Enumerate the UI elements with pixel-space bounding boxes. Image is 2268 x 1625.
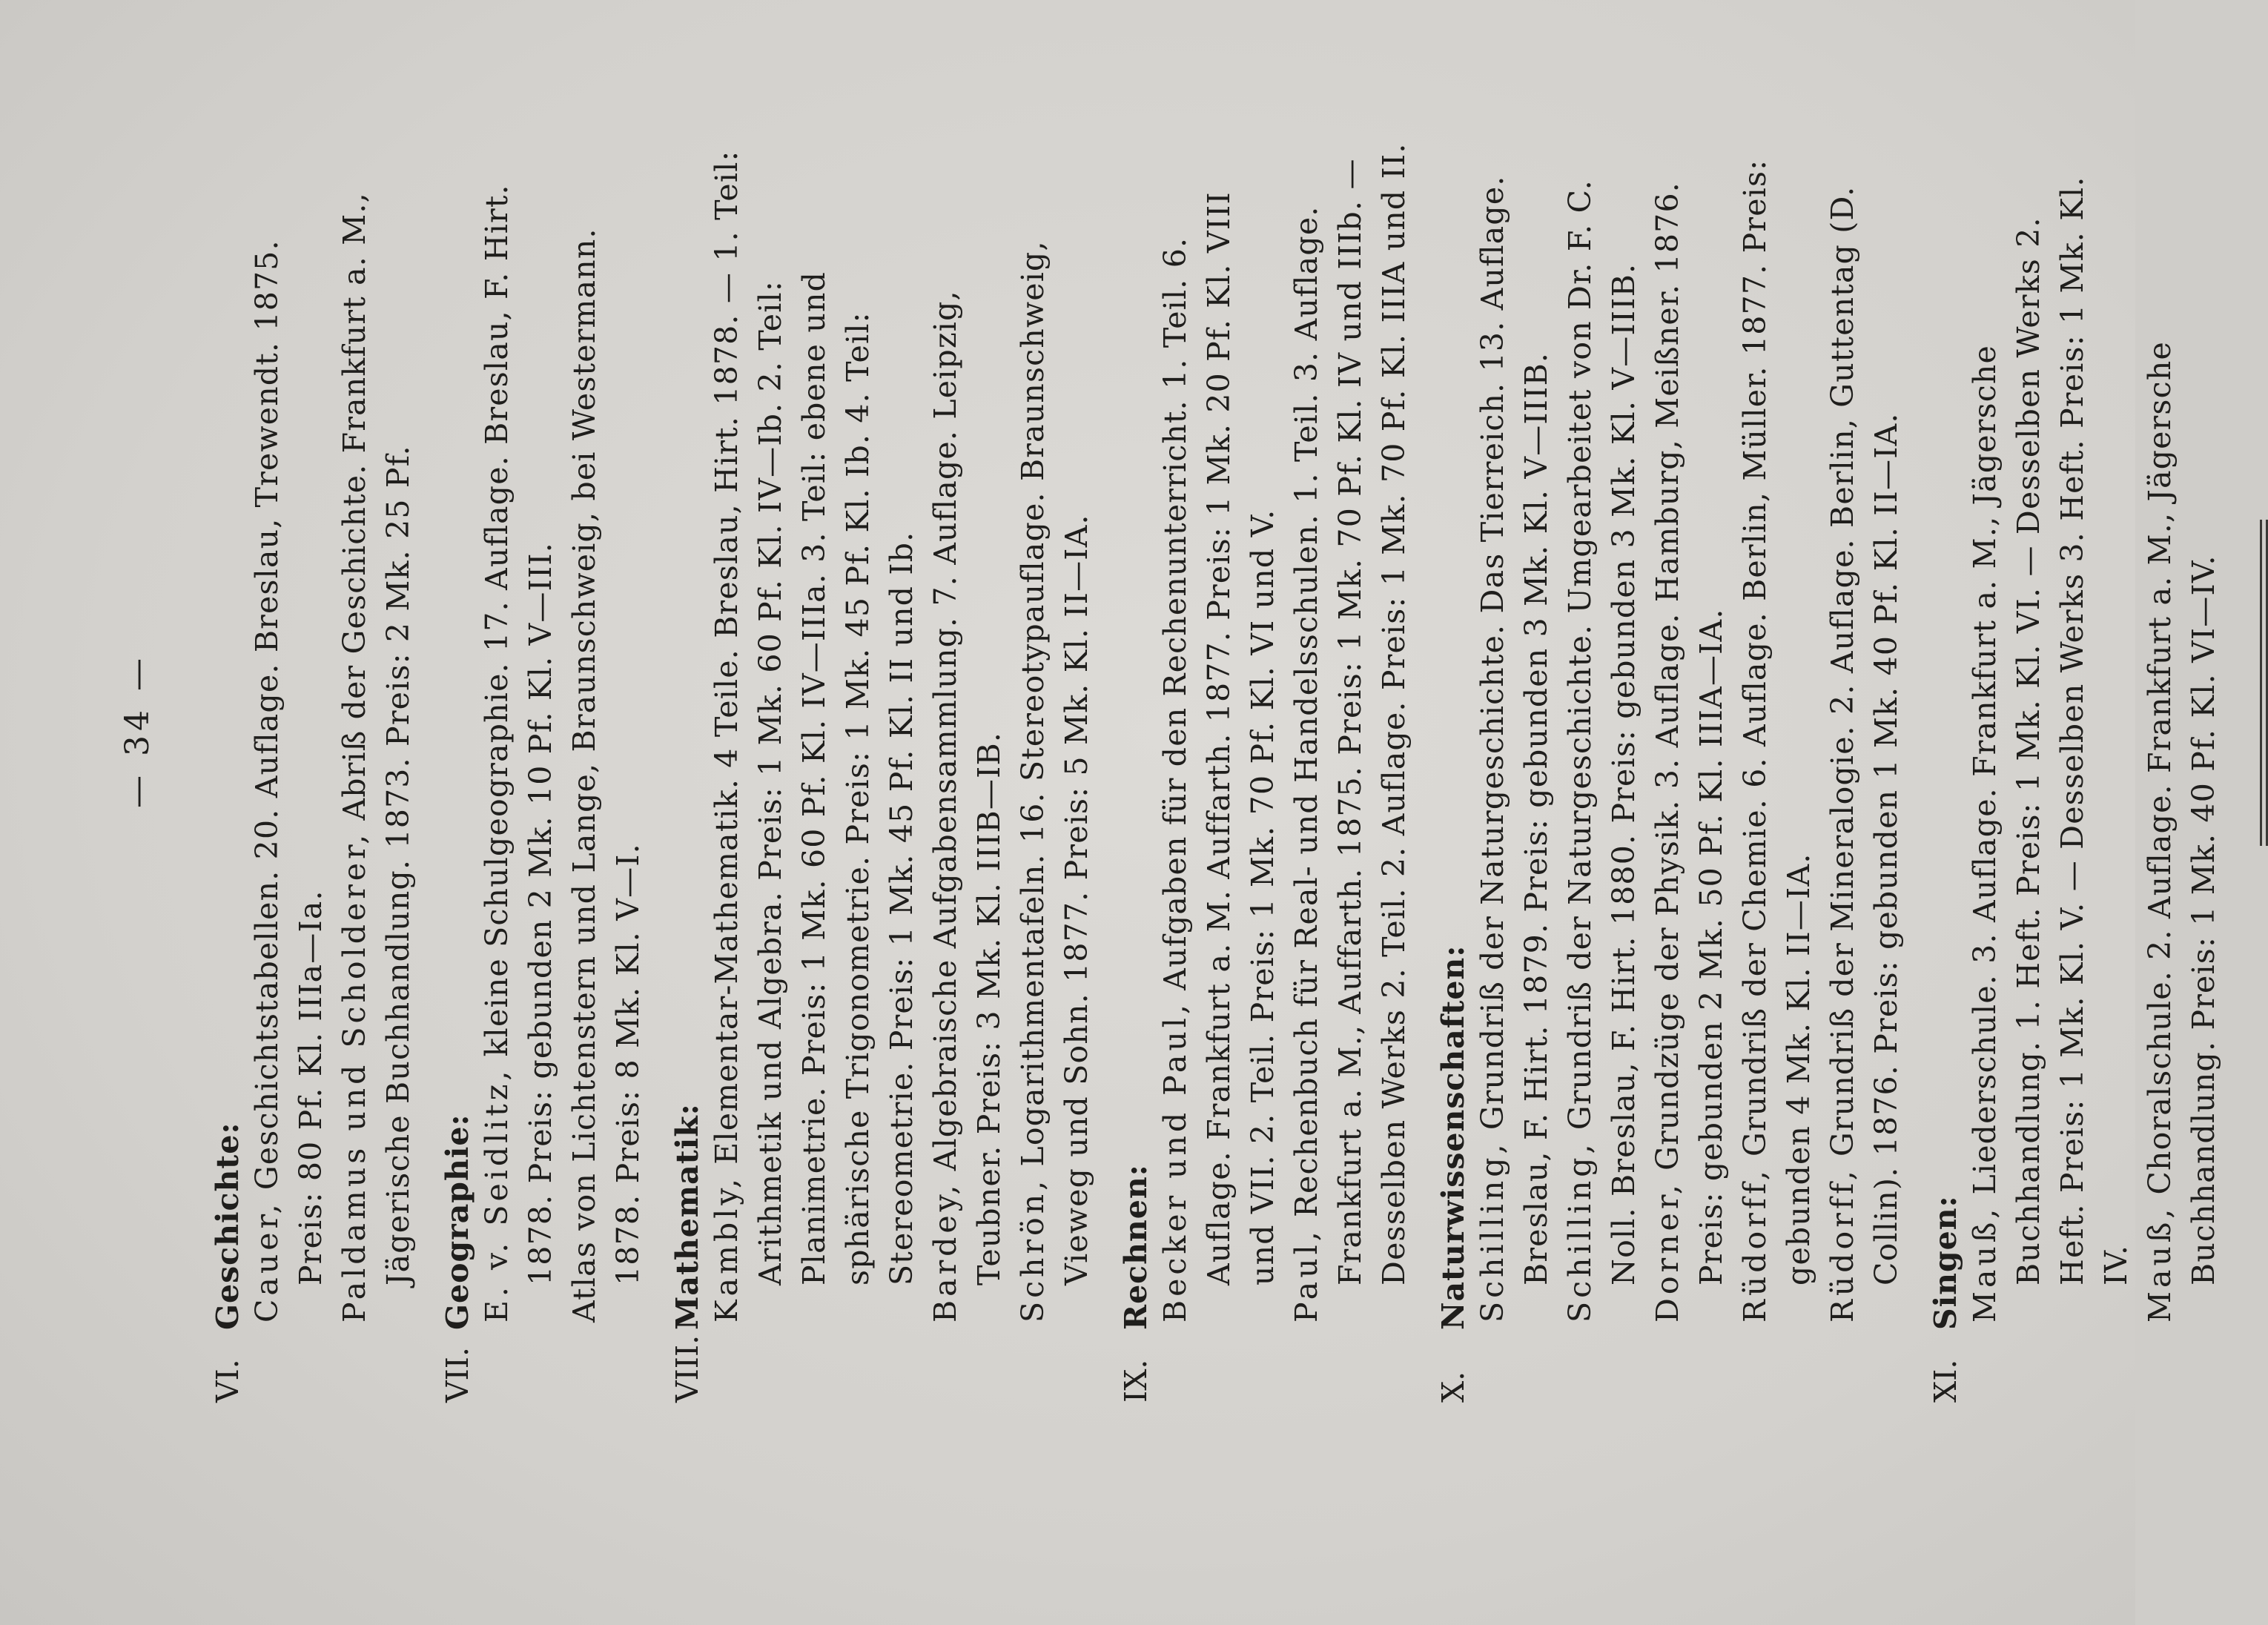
author-name: Mauß,	[1967, 1205, 2003, 1323]
section-number: IX.	[1118, 1359, 1154, 1403]
entry-details: Choralschule. 2. Auflage. Frankfurt a. M., Jägersche Buchhandlung. Preis: 1 Mk. 40 Pf. Kl. VI—IV.	[2142, 341, 2221, 1285]
section-title: Naturwissenschaften:	[1435, 944, 1471, 1330]
section-heading	[1118, 141, 1154, 1403]
section-heading	[1435, 141, 1471, 1403]
author-name: Cauer,	[249, 1200, 285, 1323]
entry-details: Rechenbuch für Real- und Handelsschulen. 1. Teil. 3. Auflage. Frankfurt a. M., Auffarth. 1875. Preis: 1 Mk. 70 Pf. Kl. IV und IIIb. — Desselben Werks 2. Teil. 2. Auflage. Preis: 1 Mk. 70 Pf. Kl. IIIA und II.	[1289, 142, 1412, 1285]
entry-details: Grundriß der Mineralogie. 2. Auflage. Berlin, Guttentag (D. Collin). 1876. Preis: gebunden 1 Mk. 40 Pf. Kl. II—IA.	[1825, 185, 1904, 1285]
book-entry	[563, 141, 650, 1323]
section-title: Singen:	[1928, 1195, 1963, 1330]
author-name: Schilling,	[1562, 1140, 1598, 1323]
section-title: Mathematik:	[670, 1103, 705, 1330]
entry-details: Grundriß der Naturgeschichte. Umgearbeitet von Dr. F. C. Noll. Breslau, F. Hirt. 1880. Preis: gebunden 3 Mk. Kl. V—IIIB.	[1562, 179, 1642, 1285]
section-number: VI.	[210, 1359, 245, 1403]
section-title: Geographie:	[440, 1113, 475, 1330]
book-entry	[924, 141, 1011, 1323]
entry-details: Grundriß der Naturgeschichte. Das Tierreich. 13. Auflage. Breslau, F. Hirt. 1879. Preis: gebunden 3 Mk. Kl. V—IIIB.	[1475, 175, 1554, 1285]
entry-details: Atlas von Lichtenstern und Lange, Braunschweig, bei Westermann. 1878. Preis: 8 Mk. Kl. V—I.	[566, 228, 646, 1323]
book-entry	[333, 141, 420, 1323]
section	[210, 141, 420, 1403]
section-number: VIII.	[670, 1334, 705, 1403]
section-number: VII.	[440, 1346, 475, 1403]
section-heading	[440, 141, 475, 1403]
book-entry	[1471, 141, 1558, 1323]
entry-details: Grundriß der Chemie. 6. Auflage. Berlin, Müller. 1877. Preis: gebunden 4 Mk. Kl. II—IA.	[1737, 159, 1816, 1285]
section	[1928, 141, 2226, 1403]
entry-details: Abriß der Geschichte. Frankfurt a. M., Jägerische Buchhandlung. 1873. Preis: 2 Mk. 25 Pf.	[337, 192, 416, 1285]
entry-details: Elementar-Mathematik. 4 Teile. Breslau, Hirt. 1878. — 1. Teil: Arithmetik und Algebra. Preis: 1 Mk. 60 Pf. Kl. IV—Ib. 2. Teil: Planimetrie. Preis: 1 Mk. 60 Pf. Kl. IV—IIIa. 3. Teil: ebene und sphärische Trigonometrie. Preis: 1 Mk. 45 Pf. Kl. Ib. 4. Teil: Stereometrie. Preis: 1 Mk. 45 Pf. Kl. II und Ib.	[709, 150, 919, 1285]
section	[1435, 141, 1908, 1403]
entry-details: Grundzüge der Physik. 3. Auflage. Hamburg, Meißner. 1876. Preis: gebunden 2 Mk. 50 Pf. Kl. IIIA—IA.	[1650, 182, 1729, 1285]
author-name: Schilling,	[1475, 1140, 1510, 1323]
entry-details: kleine Schulgeographie. 17. Auflage. Breslau, F. Hirt. 1878. Preis: gebunden 2 Mk. 10 Pf. Kl. V—III.	[479, 184, 558, 1285]
section-heading	[1928, 141, 1963, 1403]
author-name: E. v. Seidlitz,	[479, 1067, 515, 1323]
entry-details: Geschichtstabellen. 20. Auflage. Breslau, Trewendt. 1875. Preis: 80 Pf. Kl. IIIa—Ia.	[249, 239, 328, 1285]
book-entry	[245, 141, 333, 1323]
entry-details: Logarithmentafeln. 16. Stereotypauflage. Braunschweig, Vieweg und Sohn. 1877. Preis: 5 Mk. Kl. II—IA.	[1015, 240, 1094, 1285]
section-heading	[670, 141, 705, 1403]
author-name: Kambly,	[709, 1174, 744, 1323]
book-entry	[705, 141, 924, 1323]
author-name: Becker und Paul,	[1157, 1001, 1193, 1323]
book-entry	[475, 141, 563, 1323]
closing-double-rule	[2260, 520, 2268, 846]
author-name: Rüdorff,	[1737, 1167, 1773, 1323]
book-entry	[1011, 141, 1099, 1323]
author-name: Schrön,	[1015, 1176, 1051, 1323]
page-number: — 34 —	[119, 654, 156, 808]
book-entry	[1646, 141, 1733, 1323]
author-name: Dorner,	[1650, 1181, 1685, 1323]
book-entry	[1963, 141, 2138, 1323]
book-entry	[2138, 141, 2226, 1323]
entry-details: Aufgaben für den Rechenunterricht. 1. Teil. 6. Auflage. Frankfurt a. M. Auffarth. 1877. Preis: 1 Mk. 20 Pf. Kl. VIII und VII. 2. Teil. Preis: 1 Mk. 70 Pf. Kl. VI und V.	[1157, 191, 1280, 1285]
entry-details: Algebraische Aufgabensammlung. 7. Auflage. Leipzig, Teubner. Preis: 3 Mk. Kl. IIIB—IB.	[928, 290, 1007, 1285]
book-entry	[1558, 141, 1646, 1323]
book-entry	[1285, 141, 1416, 1323]
book-entry	[1821, 141, 1908, 1323]
book-list	[210, 141, 2226, 1403]
section-title: Geschichte:	[210, 1122, 245, 1330]
section-heading	[210, 141, 245, 1403]
section	[440, 141, 650, 1403]
section-title: Rechnen:	[1118, 1164, 1154, 1330]
section-number: X.	[1435, 1371, 1471, 1403]
section	[670, 141, 1099, 1403]
book-entry	[1733, 141, 1821, 1323]
author-name: Bardey,	[928, 1181, 963, 1323]
author-name: Mauß,	[2142, 1205, 2178, 1323]
section-number: XI.	[1928, 1359, 1963, 1403]
author-name: Paldamus und Scholderer,	[337, 830, 372, 1323]
book-entry	[1154, 141, 1285, 1323]
entry-details: Liederschule. 3. Auflage. Frankfurt a. M., Jägersche Buchhandlung. 1. Heft. Preis: 1 Mk. Kl. VI. — Desselben Werks 2. Heft. Preis: 1 Mk. Kl. V. — Desselben Werks 3. Heft. Preis: 1 Mk. Kl. IV.	[1967, 176, 2134, 1285]
author-name: Paul,	[1289, 1228, 1324, 1323]
author-name: Rüdorff,	[1825, 1167, 1860, 1323]
section	[1118, 141, 1416, 1403]
